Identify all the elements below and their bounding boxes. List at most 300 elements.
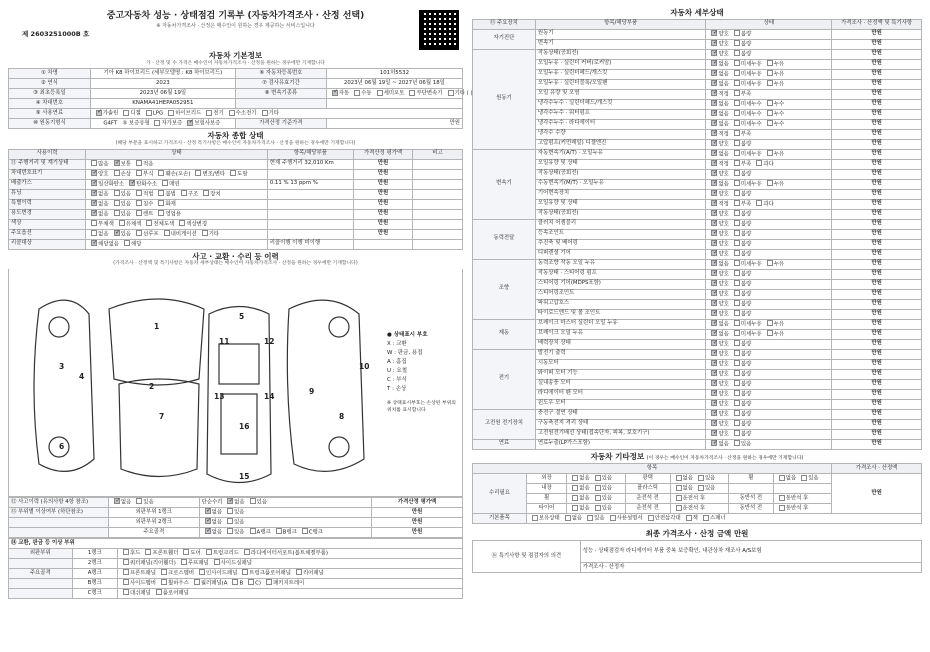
option-checkbox[interactable]: 스패너 <box>700 515 726 522</box>
option-checkbox[interactable]: ✓ 없음 <box>202 519 222 526</box>
option-checkbox[interactable]: A랭크 <box>247 529 271 536</box>
status-checkbox[interactable]: 미세누수 <box>731 121 762 128</box>
option-checkbox[interactable]: 보유상태 <box>529 515 560 522</box>
status-checkbox[interactable]: 불량 <box>731 291 751 298</box>
status-checkbox[interactable]: ✓ 양호 <box>708 431 728 438</box>
status-checkbox[interactable]: 누유 <box>764 81 784 88</box>
accident-note: (가격조사 · 산정액 및 특기사항은 자동차 세부상태는 매수인이 자동차가격조사 · 산정을 원하는 경우에만 기재합니다) <box>113 261 358 267</box>
status-checkbox[interactable]: ✓ 양호 <box>708 311 728 318</box>
summary-remark <box>413 179 463 189</box>
detail-row <box>473 269 922 279</box>
status-checkbox[interactable]: ✓ 양호 <box>708 271 728 278</box>
status-checkbox[interactable]: 불량 <box>731 211 751 218</box>
status-checkbox[interactable]: ✓ 양호 <box>708 301 728 308</box>
status-checkbox[interactable]: 불량 <box>731 241 751 248</box>
other-item <box>728 484 773 494</box>
option-checkbox[interactable]: 도말 <box>227 171 247 178</box>
detail-head: 가격조사 · 산정액 및 특기사항 <box>832 19 922 29</box>
status-checkbox[interactable]: ✓ 양호 <box>708 191 728 198</box>
option-checkbox[interactable]: 프론트패널 <box>120 570 156 577</box>
accident-options <box>199 527 372 537</box>
damage-position-mark: 3 <box>59 361 65 371</box>
status-checkbox[interactable]: 불량 <box>731 391 751 398</box>
option-checkbox[interactable]: B랭크 <box>273 529 297 536</box>
detail-status <box>706 159 832 169</box>
option-checkbox[interactable]: 도어 <box>180 550 200 557</box>
status-checkbox[interactable]: 과다 <box>753 201 773 208</box>
accident-row <box>9 527 463 537</box>
accident-value: 가격산정 평가액 <box>372 497 463 507</box>
detail-status <box>706 309 832 319</box>
status-checkbox[interactable]: 있음 <box>731 441 751 448</box>
status-checkbox[interactable]: 부족 <box>731 201 751 208</box>
detail-item: 원동기 <box>535 29 706 39</box>
status-checkbox[interactable]: 불량 <box>731 351 751 358</box>
option-checkbox[interactable]: 화재 <box>155 201 175 208</box>
detail-value: 만원 <box>832 219 922 229</box>
status-checkbox[interactable]: ✓ 없음 <box>708 61 728 68</box>
detail-item: 연료누출(LP가스포함) <box>535 439 706 449</box>
option-checkbox[interactable]: 플로어패널 <box>153 590 189 597</box>
status-checkbox[interactable]: ✓ 양호 <box>708 351 728 358</box>
option-checkbox[interactable]: 잭 <box>683 515 698 522</box>
option-checkbox[interactable]: ✓ 없음 <box>111 499 131 506</box>
summary-remark <box>413 209 463 219</box>
option-checkbox[interactable]: ✓ 있음 <box>111 231 131 238</box>
option-checkbox[interactable]: ✓ 탄화수소 <box>126 181 157 188</box>
status-checkbox[interactable]: ✓ 양호 <box>708 371 728 378</box>
status-checkbox[interactable]: 불량 <box>731 221 751 228</box>
option-checkbox[interactable]: 구조 <box>178 191 198 198</box>
detail-value: 만원 <box>832 119 922 129</box>
detail-group: 고전원 전기장치 <box>473 409 536 439</box>
detail-status <box>706 359 832 369</box>
damage-position-mark: 8 <box>339 411 345 421</box>
option-checkbox[interactable]: 침수 <box>133 201 153 208</box>
basic-info-note: 가 · 산정 및 수 가격은 매수인이 자동차가격조사 · 산정을 원하는 경우에만 기재합니다 <box>146 60 325 66</box>
status-checkbox[interactable]: 미세누유 <box>731 261 762 268</box>
parts-row <box>9 558 463 568</box>
status-checkbox[interactable]: ✓ 없음 <box>708 121 728 128</box>
option-checkbox[interactable]: 전기 <box>203 110 223 117</box>
other-item: 플라스틱 <box>625 484 670 494</box>
status-checkbox[interactable]: 누유 <box>764 331 784 338</box>
detail-value: 만원 <box>832 179 922 189</box>
option-checkbox[interactable]: 있음 <box>592 485 612 492</box>
detail-value: 만원 <box>832 429 922 439</box>
damage-position-mark: 16 <box>239 421 250 431</box>
summary-head: 항목/해당부품 <box>267 149 353 159</box>
detail-item: 수동변속기(M/T) · 오일누유 <box>535 179 706 189</box>
option-checkbox[interactable]: B <box>229 580 243 587</box>
option-checkbox[interactable]: ✓ 양호 <box>88 171 108 178</box>
status-checkbox[interactable]: 누유 <box>764 321 784 328</box>
status-checkbox[interactable]: ✓ 양호 <box>708 281 728 288</box>
status-checkbox[interactable]: ✓ 양호 <box>708 291 728 298</box>
parts-items <box>117 568 462 578</box>
status-checkbox[interactable]: ✓ 양호 <box>708 391 728 398</box>
status-checkbox[interactable]: 불량 <box>731 311 751 318</box>
option-checkbox[interactable]: ✓ 해당없음 <box>88 241 119 248</box>
summary-extra: 현재 주행거리 32,010 Km <box>267 159 353 169</box>
basic-info-table <box>8 68 473 129</box>
final-price-label: 최종 가격조사 · 산정 금액 <box>645 529 732 539</box>
status-checkbox[interactable]: ✓ 없음 <box>708 81 728 88</box>
exchange-parts-title: ⑭ 교환, 판금 등 이상 부위 <box>9 538 463 548</box>
summary-extra <box>267 209 353 219</box>
status-checkbox[interactable]: 누수 <box>764 111 784 118</box>
detail-item: 오일 유량 및 오염 <box>535 89 706 99</box>
exchange-parts-table <box>8 538 463 599</box>
accident-simple-repair: 단순수리 ✓없음 있음 <box>199 497 372 507</box>
summary-label: 리콜대상 <box>9 239 86 249</box>
option-checkbox[interactable]: 기타 ( ) <box>445 90 473 97</box>
option-checkbox[interactable]: 동반석 후 <box>776 495 809 502</box>
option-checkbox[interactable]: 세미오토 <box>374 90 405 97</box>
status-checkbox[interactable]: 불량 <box>731 51 751 58</box>
detail-group: 동력전달 <box>473 219 536 259</box>
option-checkbox[interactable]: 없음 <box>569 505 589 512</box>
option-checkbox[interactable]: 사용설명서 <box>607 515 643 522</box>
status-checkbox[interactable]: 불량 <box>731 411 751 418</box>
option-checkbox[interactable]: 대쉬패널 <box>120 590 151 597</box>
option-checkbox[interactable]: 하이브리드 <box>165 110 201 117</box>
option-checkbox[interactable]: 동반석 후 <box>776 505 809 512</box>
status-checkbox[interactable]: 누유 <box>764 261 784 268</box>
status-checkbox[interactable]: 부족 <box>731 161 751 168</box>
option-checkbox[interactable]: 있음 <box>592 475 612 482</box>
status-checkbox[interactable]: 불량 <box>731 191 751 198</box>
status-checkbox[interactable]: 불량 <box>731 41 751 48</box>
status-checkbox[interactable]: 미세누수 <box>731 111 762 118</box>
option-checkbox[interactable]: 없음 <box>562 515 582 522</box>
status-checkbox[interactable]: 누유 <box>764 151 784 158</box>
option-checkbox[interactable]: 패키지트레이 <box>263 580 304 587</box>
option-checkbox[interactable]: 없음 <box>569 475 589 482</box>
other-info-note: (이 경우는 매수인이 자동차가격조사 · 산정을 원하는 경우에만 기재합니다) <box>646 455 804 461</box>
option-checkbox[interactable]: 없음 <box>88 231 108 238</box>
status-checkbox[interactable]: 미세누수 <box>731 101 762 108</box>
option-checkbox[interactable]: 안전삼각대 <box>645 515 681 522</box>
status-checkbox[interactable]: ✓ 양호 <box>708 251 728 258</box>
status-checkbox[interactable]: ✓ 없음 <box>708 101 728 108</box>
option-checkbox[interactable]: 렌트 <box>133 211 153 218</box>
status-checkbox[interactable]: ✓ 없음 <box>708 321 728 328</box>
option-checkbox[interactable]: 있음 <box>111 211 131 218</box>
fuel-options <box>90 109 462 119</box>
other-option <box>670 484 728 494</box>
summary-label: 주요옵션 <box>9 229 86 239</box>
status-checkbox[interactable]: ✓ 없음 <box>708 71 728 78</box>
option-checkbox[interactable]: 루프패널 <box>178 560 209 567</box>
option-checkbox[interactable]: 선루프 <box>133 231 159 238</box>
detail-status <box>706 319 832 329</box>
status-checkbox[interactable]: ✓ 없음 <box>708 261 728 268</box>
damage-position-mark: 2 <box>149 381 155 391</box>
basic-items-row <box>473 514 922 524</box>
status-checkbox[interactable]: 미세누유 <box>731 321 762 328</box>
option-checkbox[interactable]: 있음 <box>111 201 131 208</box>
status-checkbox[interactable]: 불량 <box>731 171 751 178</box>
repair-needed-label: 수리필요 <box>473 474 527 514</box>
option-checkbox[interactable]: 무채색 <box>88 221 114 228</box>
detail-value: 만원 <box>832 329 922 339</box>
option-checkbox[interactable]: 트렁크리드 <box>203 550 239 557</box>
basic-info-title: 자동차 기본정보 <box>208 51 263 60</box>
status-checkbox[interactable]: 부족 <box>731 131 751 138</box>
option-checkbox[interactable]: 해당 <box>121 241 141 248</box>
status-checkbox[interactable]: ✓ 양호 <box>708 411 728 418</box>
option-checkbox[interactable]: ✓ 가솔린 <box>93 110 119 117</box>
status-checkbox[interactable]: 불량 <box>731 361 751 368</box>
left-column <box>8 6 473 599</box>
status-checkbox[interactable]: ✓ 없음 <box>708 151 728 158</box>
option-checkbox[interactable]: 없음 <box>569 485 589 492</box>
option-checkbox[interactable]: 영업용 <box>155 211 181 218</box>
option-checkbox[interactable]: 있음 <box>224 529 244 536</box>
detail-row <box>473 99 922 109</box>
option-checkbox[interactable]: 수소전기 <box>226 110 257 117</box>
status-checkbox[interactable]: ✓ 없음 <box>708 181 728 188</box>
detail-row <box>473 129 922 139</box>
option-checkbox[interactable]: 사이드멤버 <box>120 580 156 587</box>
detail-item: 라디에이터 팬 모터 <box>535 389 706 399</box>
option-checkbox[interactable]: 쿼터패널(리어휀더) <box>120 560 176 567</box>
option-checkbox[interactable]: 적법 <box>133 191 153 198</box>
status-checkbox[interactable]: 불량 <box>731 371 751 378</box>
basic-label: ⑦ 검사유효기간 <box>235 79 326 89</box>
option-checkbox[interactable]: 프론트휀더 <box>142 550 178 557</box>
status-checkbox[interactable]: ✓ 양호 <box>708 171 728 178</box>
detail-row <box>473 59 922 69</box>
status-checkbox[interactable]: 불량 <box>731 251 751 258</box>
option-checkbox[interactable]: 라디에이터서포트(볼트체결부품) <box>241 550 328 557</box>
option-checkbox[interactable]: 있음 <box>224 509 244 516</box>
option-checkbox[interactable]: 있음 <box>695 475 715 482</box>
status-checkbox[interactable]: 불량 <box>731 401 751 408</box>
status-checkbox[interactable]: ✓ 없음 <box>708 441 728 448</box>
option-checkbox[interactable]: 없음 <box>569 495 589 502</box>
option-checkbox[interactable]: 없음 <box>776 475 796 482</box>
status-checkbox[interactable]: 미세누유 <box>731 81 762 88</box>
detail-item: 작동상태(공회전) <box>535 169 706 179</box>
status-checkbox[interactable]: 불량 <box>731 271 751 278</box>
special-notes-table <box>472 540 922 573</box>
option-checkbox[interactable]: 기타 <box>199 231 219 238</box>
option-checkbox[interactable]: C랭크 <box>299 529 323 536</box>
detail-row <box>473 219 922 229</box>
status-checkbox[interactable]: 불량 <box>731 281 751 288</box>
status-checkbox[interactable]: ✓ 양호 <box>708 361 728 368</box>
option-checkbox[interactable]: 있음 <box>584 515 604 522</box>
option-checkbox[interactable]: 변조/변타 <box>192 171 225 178</box>
parts-row <box>9 588 463 598</box>
option-checkbox[interactable]: 기타 <box>259 110 279 117</box>
status-checkbox[interactable]: 불량 <box>731 431 751 438</box>
detail-value: 만원 <box>832 59 922 69</box>
status-checkbox[interactable]: ✓ 양호 <box>708 341 728 348</box>
option-checkbox[interactable]: 트렁크플로어패널 <box>239 570 291 577</box>
status-checkbox[interactable]: 불량 <box>731 381 751 388</box>
status-checkbox[interactable]: 미세누유 <box>731 71 762 78</box>
legend-item: C : 부식 <box>387 376 407 383</box>
option-checkbox[interactable]: 없음 <box>673 475 693 482</box>
status-checkbox[interactable]: ✓ 양호 <box>708 221 728 228</box>
detail-item: 작동상태(공회전) <box>535 49 706 59</box>
option-checkbox[interactable]: ✓ 보험사보증 <box>184 120 220 127</box>
option-checkbox[interactable]: LPG <box>143 110 163 117</box>
option-checkbox[interactable]: 있음 <box>133 499 153 506</box>
engine-row <box>9 119 463 129</box>
parts-row <box>9 568 463 578</box>
status-checkbox[interactable]: ✓ 양호 <box>708 231 728 238</box>
detail-value: 만원 <box>832 79 922 89</box>
detail-value: 만원 <box>832 49 922 59</box>
basic-row <box>9 99 463 109</box>
option-checkbox[interactable]: 휠하우스 <box>158 580 189 587</box>
detail-value: 만원 <box>832 249 922 259</box>
option-checkbox[interactable]: 인사이드패널 <box>196 570 237 577</box>
detail-status <box>706 399 832 409</box>
option-checkbox[interactable]: ✓ 없음 <box>88 191 108 198</box>
status-checkbox[interactable]: 불량 <box>731 341 751 348</box>
status-checkbox[interactable]: ✓ 양호 <box>708 401 728 408</box>
option-checkbox[interactable]: 있음 <box>111 191 131 198</box>
status-checkbox[interactable]: ✓ 양호 <box>708 31 728 38</box>
status-checkbox[interactable]: ✓ 적정 <box>708 201 728 208</box>
other-option <box>670 504 728 514</box>
parts-rank: A랭크 <box>72 568 117 578</box>
status-checkbox[interactable]: ✓ 양호 <box>708 141 728 148</box>
basic-row <box>9 79 463 89</box>
status-checkbox[interactable]: ✓ 양호 <box>708 41 728 48</box>
detail-item: 발전기 출력 <box>535 349 706 359</box>
status-checkbox[interactable]: ✓ 양호 <box>708 211 728 218</box>
status-checkbox[interactable]: ✓ 양호 <box>708 381 728 388</box>
status-checkbox[interactable]: ✓ 없음 <box>708 111 728 118</box>
detail-value: 만원 <box>832 319 922 329</box>
summary-label: 튜닝 <box>9 189 86 199</box>
parts-items <box>117 548 462 558</box>
option-checkbox[interactable]: 적음 <box>133 161 153 168</box>
status-checkbox[interactable]: 누유 <box>764 61 784 68</box>
option-checkbox[interactable]: 사이드실패널 <box>211 560 252 567</box>
option-checkbox[interactable]: 있음 <box>592 505 612 512</box>
option-checkbox[interactable]: ✓ 없음 <box>202 509 222 516</box>
option-checkbox[interactable]: 있음 <box>695 485 715 492</box>
status-checkbox[interactable]: 미세누유 <box>731 181 762 188</box>
status-checkbox[interactable]: 과다 <box>753 161 773 168</box>
option-checkbox[interactable]: 불법 <box>155 191 175 198</box>
status-checkbox[interactable]: ✓ 양호 <box>708 241 728 248</box>
summary-head: 가격산정 평가액 <box>354 149 413 159</box>
special-notes-text: 성능 · 상태점검자 라디에이터 부품 중복 보증확인, 내관상차 재조사 A/S보험 <box>580 540 921 562</box>
basic-label: ⑨ 사용연료 <box>9 109 91 119</box>
summary-label: 용도변경 <box>9 209 86 219</box>
status-checkbox[interactable]: 부족 <box>731 91 751 98</box>
option-checkbox[interactable]: 운전석 후 <box>673 505 706 512</box>
option-checkbox[interactable]: 디젤 <box>120 110 140 117</box>
status-checkbox[interactable]: 불량 <box>731 301 751 308</box>
option-checkbox[interactable]: 훼손(오손) <box>155 171 190 178</box>
status-checkbox[interactable]: 불량 <box>731 231 751 238</box>
option-checkbox[interactable]: 손상 <box>111 171 131 178</box>
option-checkbox[interactable]: 자가보증 <box>151 120 182 127</box>
parts-group <box>9 578 73 588</box>
status-checkbox[interactable]: ✓ 적정 <box>708 131 728 138</box>
option-checkbox[interactable]: 매연 <box>159 181 179 188</box>
option-checkbox[interactable]: ✓ 자동 <box>329 90 349 97</box>
option-checkbox[interactable]: 내비게이션 <box>161 231 197 238</box>
status-checkbox[interactable]: 불량 <box>731 31 751 38</box>
option-checkbox[interactable]: 필러패널(A <box>191 580 228 587</box>
option-checkbox[interactable]: 있음 <box>224 519 244 526</box>
option-checkbox[interactable]: ✓없음 <box>224 499 244 506</box>
legend-note: ※ 상태표시부호는 손상된 부위의 위치를 표시합니다 <box>387 400 456 413</box>
option-checkbox[interactable]: 있음 <box>247 499 267 506</box>
option-checkbox[interactable]: 부식 <box>133 171 153 178</box>
status-checkbox[interactable]: 누유 <box>764 71 784 78</box>
option-checkbox[interactable]: C) <box>245 580 261 587</box>
status-checkbox[interactable]: 누수 <box>764 121 784 128</box>
option-checkbox[interactable]: 장치 <box>200 191 220 198</box>
detail-row <box>473 29 922 39</box>
status-checkbox[interactable]: 미세누유 <box>731 151 762 158</box>
detail-row <box>473 389 922 399</box>
detail-value: 만원 <box>832 159 922 169</box>
option-checkbox[interactable]: 전체도색 <box>143 221 174 228</box>
summary-options <box>86 239 268 249</box>
detail-item: 오일유량 및 상태 <box>535 199 706 209</box>
status-checkbox[interactable]: ✓ 양호 <box>708 421 728 428</box>
status-checkbox[interactable]: 미세누유 <box>731 331 762 338</box>
option-checkbox[interactable]: 없음 <box>673 485 693 492</box>
option-checkbox[interactable]: 많음 <box>88 161 108 168</box>
status-checkbox[interactable]: ✓ 없음 <box>708 331 728 338</box>
option-checkbox[interactable]: 크로스멤버 <box>158 570 194 577</box>
option-checkbox[interactable]: ✓ 보통 <box>111 161 131 168</box>
status-checkbox[interactable]: ✓ 적정 <box>708 161 728 168</box>
status-checkbox[interactable]: 누유 <box>764 181 784 188</box>
parts-rank: B랭크 <box>72 578 117 588</box>
option-checkbox[interactable]: 무단변속기 <box>406 90 442 97</box>
status-checkbox[interactable]: ✓ 양호 <box>708 51 728 58</box>
status-checkbox[interactable]: ✓ 적정 <box>708 91 728 98</box>
option-checkbox[interactable]: 있음 <box>592 495 612 502</box>
other-option <box>773 474 831 484</box>
option-checkbox[interactable]: ✓ 없음 <box>202 529 222 536</box>
detail-group: 연료 <box>473 439 536 449</box>
option-checkbox[interactable]: 후드 <box>120 550 140 557</box>
detail-item: 작동상태 · 스티어링 펌프 <box>535 269 706 279</box>
status-checkbox[interactable]: 누수 <box>764 101 784 108</box>
option-checkbox[interactable]: 리어패널 <box>293 570 324 577</box>
option-checkbox[interactable]: 유채색 <box>116 221 142 228</box>
other-option <box>670 474 728 484</box>
basic-label: ⑧ 변속기종류 <box>235 89 326 99</box>
status-checkbox[interactable]: 미세누유 <box>731 61 762 68</box>
option-checkbox[interactable]: ✓ 없음 <box>88 211 108 218</box>
option-checkbox[interactable]: ✓ 없음 <box>88 201 108 208</box>
option-checkbox[interactable]: ✓ 일산화탄소 <box>88 181 124 188</box>
status-checkbox[interactable]: 불량 <box>731 141 751 148</box>
status-checkbox[interactable]: 불량 <box>731 421 751 428</box>
summary-value: 만원 <box>354 209 413 219</box>
option-checkbox[interactable]: 수동 <box>351 90 371 97</box>
option-checkbox[interactable]: 색상변경 <box>176 221 207 228</box>
option-checkbox[interactable]: 있음 <box>798 475 818 482</box>
option-checkbox[interactable]: 운전석 후 <box>673 495 706 502</box>
